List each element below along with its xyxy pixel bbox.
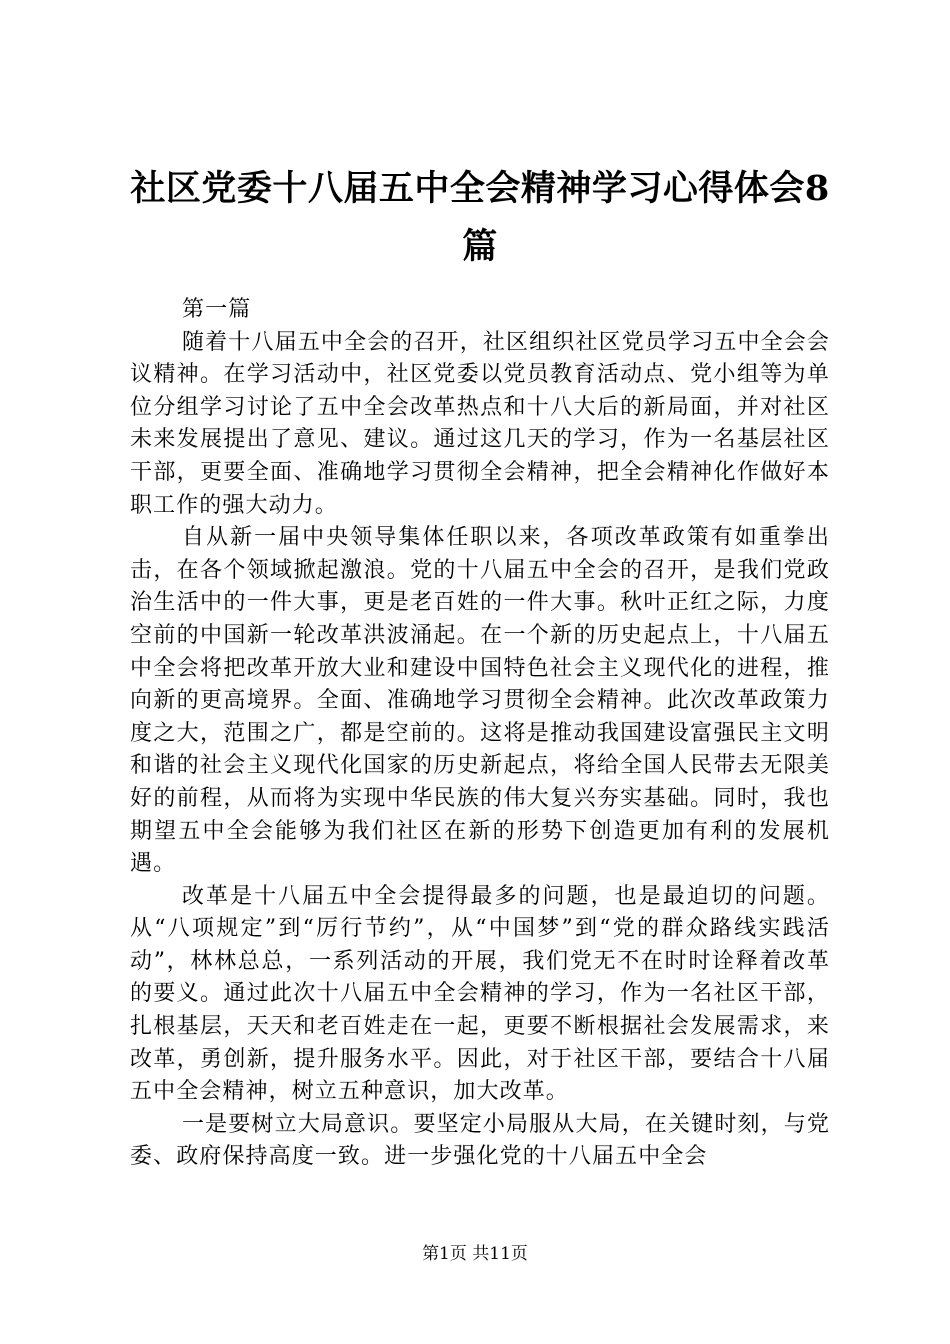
paragraph-3: 改革是十八届五中全会提得最多的问题，也是最迫切的问题。从“八项规定”到“厉行节约”，从“中国梦”到“党的群众路线实践活动”，林林总总，一系列活动的开展，我们党无不在时时诠释着改革的要义。通过此次十八届五中全会精神的学习，作为一名社区干部，扎根基层，天天和老百姓走在一起，更要不断根据社会发展需求，来改革，勇创新，提升服务水平。因此，对于社区干部，要结合十八届五中全会精神，树立五种意识，加大改革。 — [130, 883, 830, 1105]
paragraph-2: 自从新一届中央领导集体任职以来，各项改革政策有如重拳出击，在各个领域掀起激浪。党的十八届五中全会的召开，是我们党政治生活中的一件大事，更是老百姓的一件大事。秋叶正红之际，力度空前的中国新一轮改革洪波涌起。在一个新的历史起点上，十八届五中全会将把改革开放大业和建设中国特色社会主义现代化的进程，推向新的更高境界。全面、准确地学习贯彻全会精神。此次改革政策力度之大，范围之广，都是空前的。这将是推动我国建设富强民主文明和谐的社会主义现代化国家的历史新起点，将给全国人民带去无限美好的前程，从而将为实现中华民族的伟大复兴夯实基础。同时，我也期望五中全会能够为我们社区在新的形势下创造更加有利的发展机遇。 — [130, 525, 830, 877]
document-title: 社区党委十八届五中全会精神学习心得体会8篇 — [130, 168, 830, 267]
document-body — [130, 294, 830, 1174]
page-footer: 第1页 共11页 — [422, 1244, 528, 1264]
section-heading: 第一篇 — [182, 297, 252, 322]
paragraph-4: 一是要树立大局意识。要坚定小局服从大局，在关键时刻，与党委、政府保持高度一致。进一步强化党的十八届五中全会 — [130, 1111, 830, 1170]
paragraph-1: 随着十八届五中全会的召开，社区组织社区党员学习五中全会会议精神。在学习活动中，社区党委以党员教育活动点、党小组等为单位分组学习讨论了五中全会改革热点和十八大后的新局面，并对社区未来发展提出了意见、建议。通过这几天的学习，作为一名基层社区干部，更要全面、准确地学习贯彻全会精神，把全会精神化作做好本职工作的强大动力。 — [130, 329, 830, 518]
